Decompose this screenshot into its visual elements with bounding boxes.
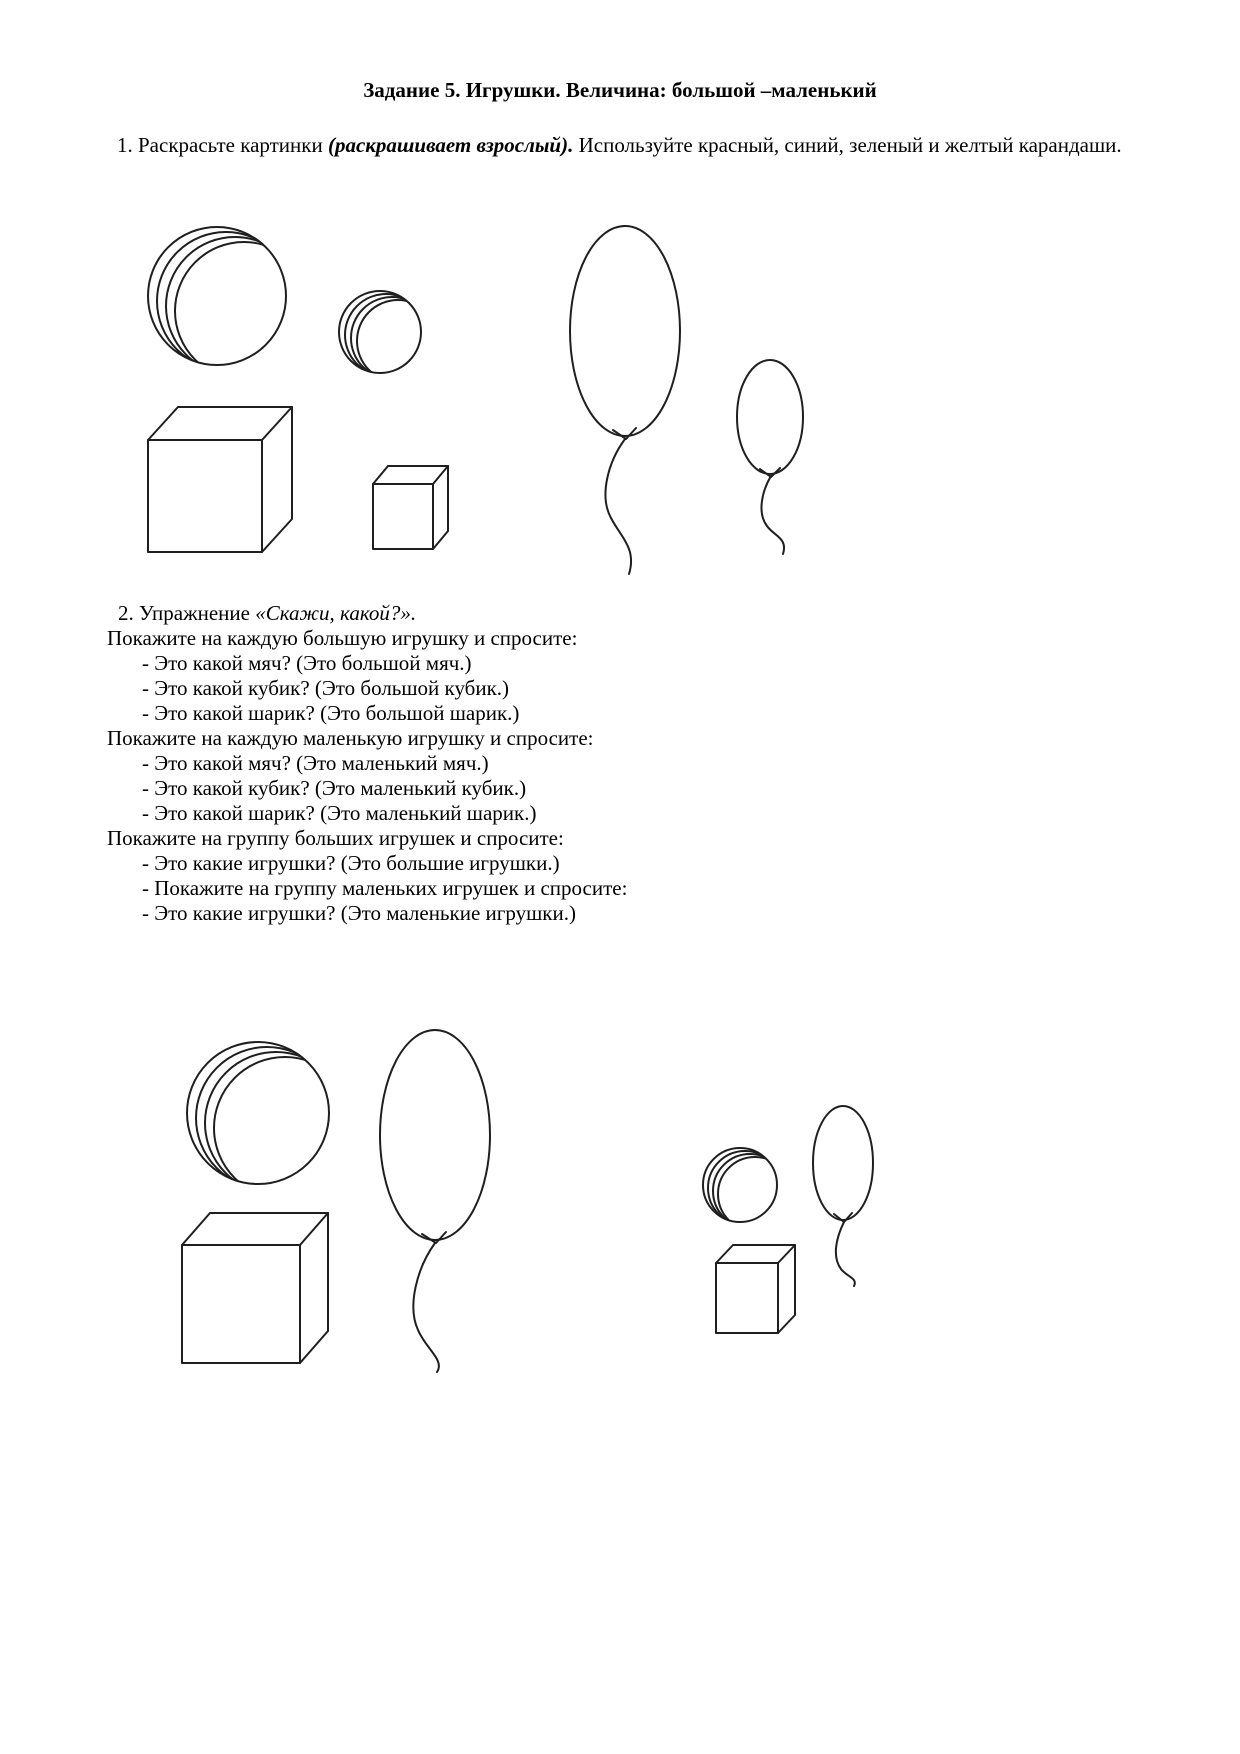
task2-heading xyxy=(118,601,1183,626)
big-ball-icon xyxy=(148,227,313,380)
toys-figure-1-drawing xyxy=(140,207,860,587)
small-balloon-icon xyxy=(737,360,803,554)
toys-figure-2 xyxy=(57,1018,1183,1378)
small-cube-icon xyxy=(373,466,448,549)
big-balloon-icon xyxy=(570,226,680,574)
instruction-line: - Это какой шарик? (Это большой шарик.) xyxy=(142,701,520,725)
small-ball-icon xyxy=(339,291,439,382)
big-balloon-icon xyxy=(380,1030,490,1372)
task2-heading-lead: 2. Упражнение xyxy=(118,601,256,625)
toys-figure-2-drawing xyxy=(145,1018,905,1378)
task1-emphasis: (раскрашивает взрослый). xyxy=(327,133,574,157)
small-balloon-icon xyxy=(813,1106,873,1286)
instruction-line: - Это какой шарик? (Это маленький шарик.) xyxy=(142,801,537,825)
instruction-line: Покажите на группу больших игрушек и спросите: xyxy=(107,826,564,850)
instruction-line: - Это какой мяч? (Это маленький мяч.) xyxy=(142,751,489,775)
instruction-line: Покажите на каждую маленькую игрушку и спросите: xyxy=(107,726,594,750)
page-title: Задание 5. Игрушки. Величина: большой –маленький xyxy=(363,78,877,102)
small-cube-icon xyxy=(716,1245,795,1333)
instruction-line: - Это какие игрушки? (Это большие игрушки.) xyxy=(142,851,560,875)
instruction-line: Покажите на каждую большую игрушку и спросите: xyxy=(107,626,578,650)
task1-rest: Используйте красный, синий, зеленый и желтый карандаши. xyxy=(573,133,1122,157)
big-ball-icon xyxy=(187,1042,356,1199)
instruction-line: - Покажите на группу маленьких игрушек и спросите: xyxy=(142,876,628,900)
task1-paragraph xyxy=(57,131,1183,159)
small-ball-icon xyxy=(703,1148,792,1231)
instruction-line: - Это какой мяч? (Это большой мяч.) xyxy=(142,651,472,675)
toys-figure-1 xyxy=(57,207,1183,587)
big-cube-icon xyxy=(182,1213,328,1363)
task1-lead: 1. Раскрасьте картинки xyxy=(117,133,328,157)
instruction-line: - Это какой кубик? (Это маленький кубик.) xyxy=(142,776,527,800)
big-cube-icon xyxy=(148,407,292,552)
instruction-line: - Это какой кубик? (Это большой кубик.) xyxy=(142,676,510,700)
task2-heading-italic: «Скажи, какой?». xyxy=(255,601,417,625)
instruction-line: - Это какие игрушки? (Это маленькие игрушки.) xyxy=(142,901,576,925)
